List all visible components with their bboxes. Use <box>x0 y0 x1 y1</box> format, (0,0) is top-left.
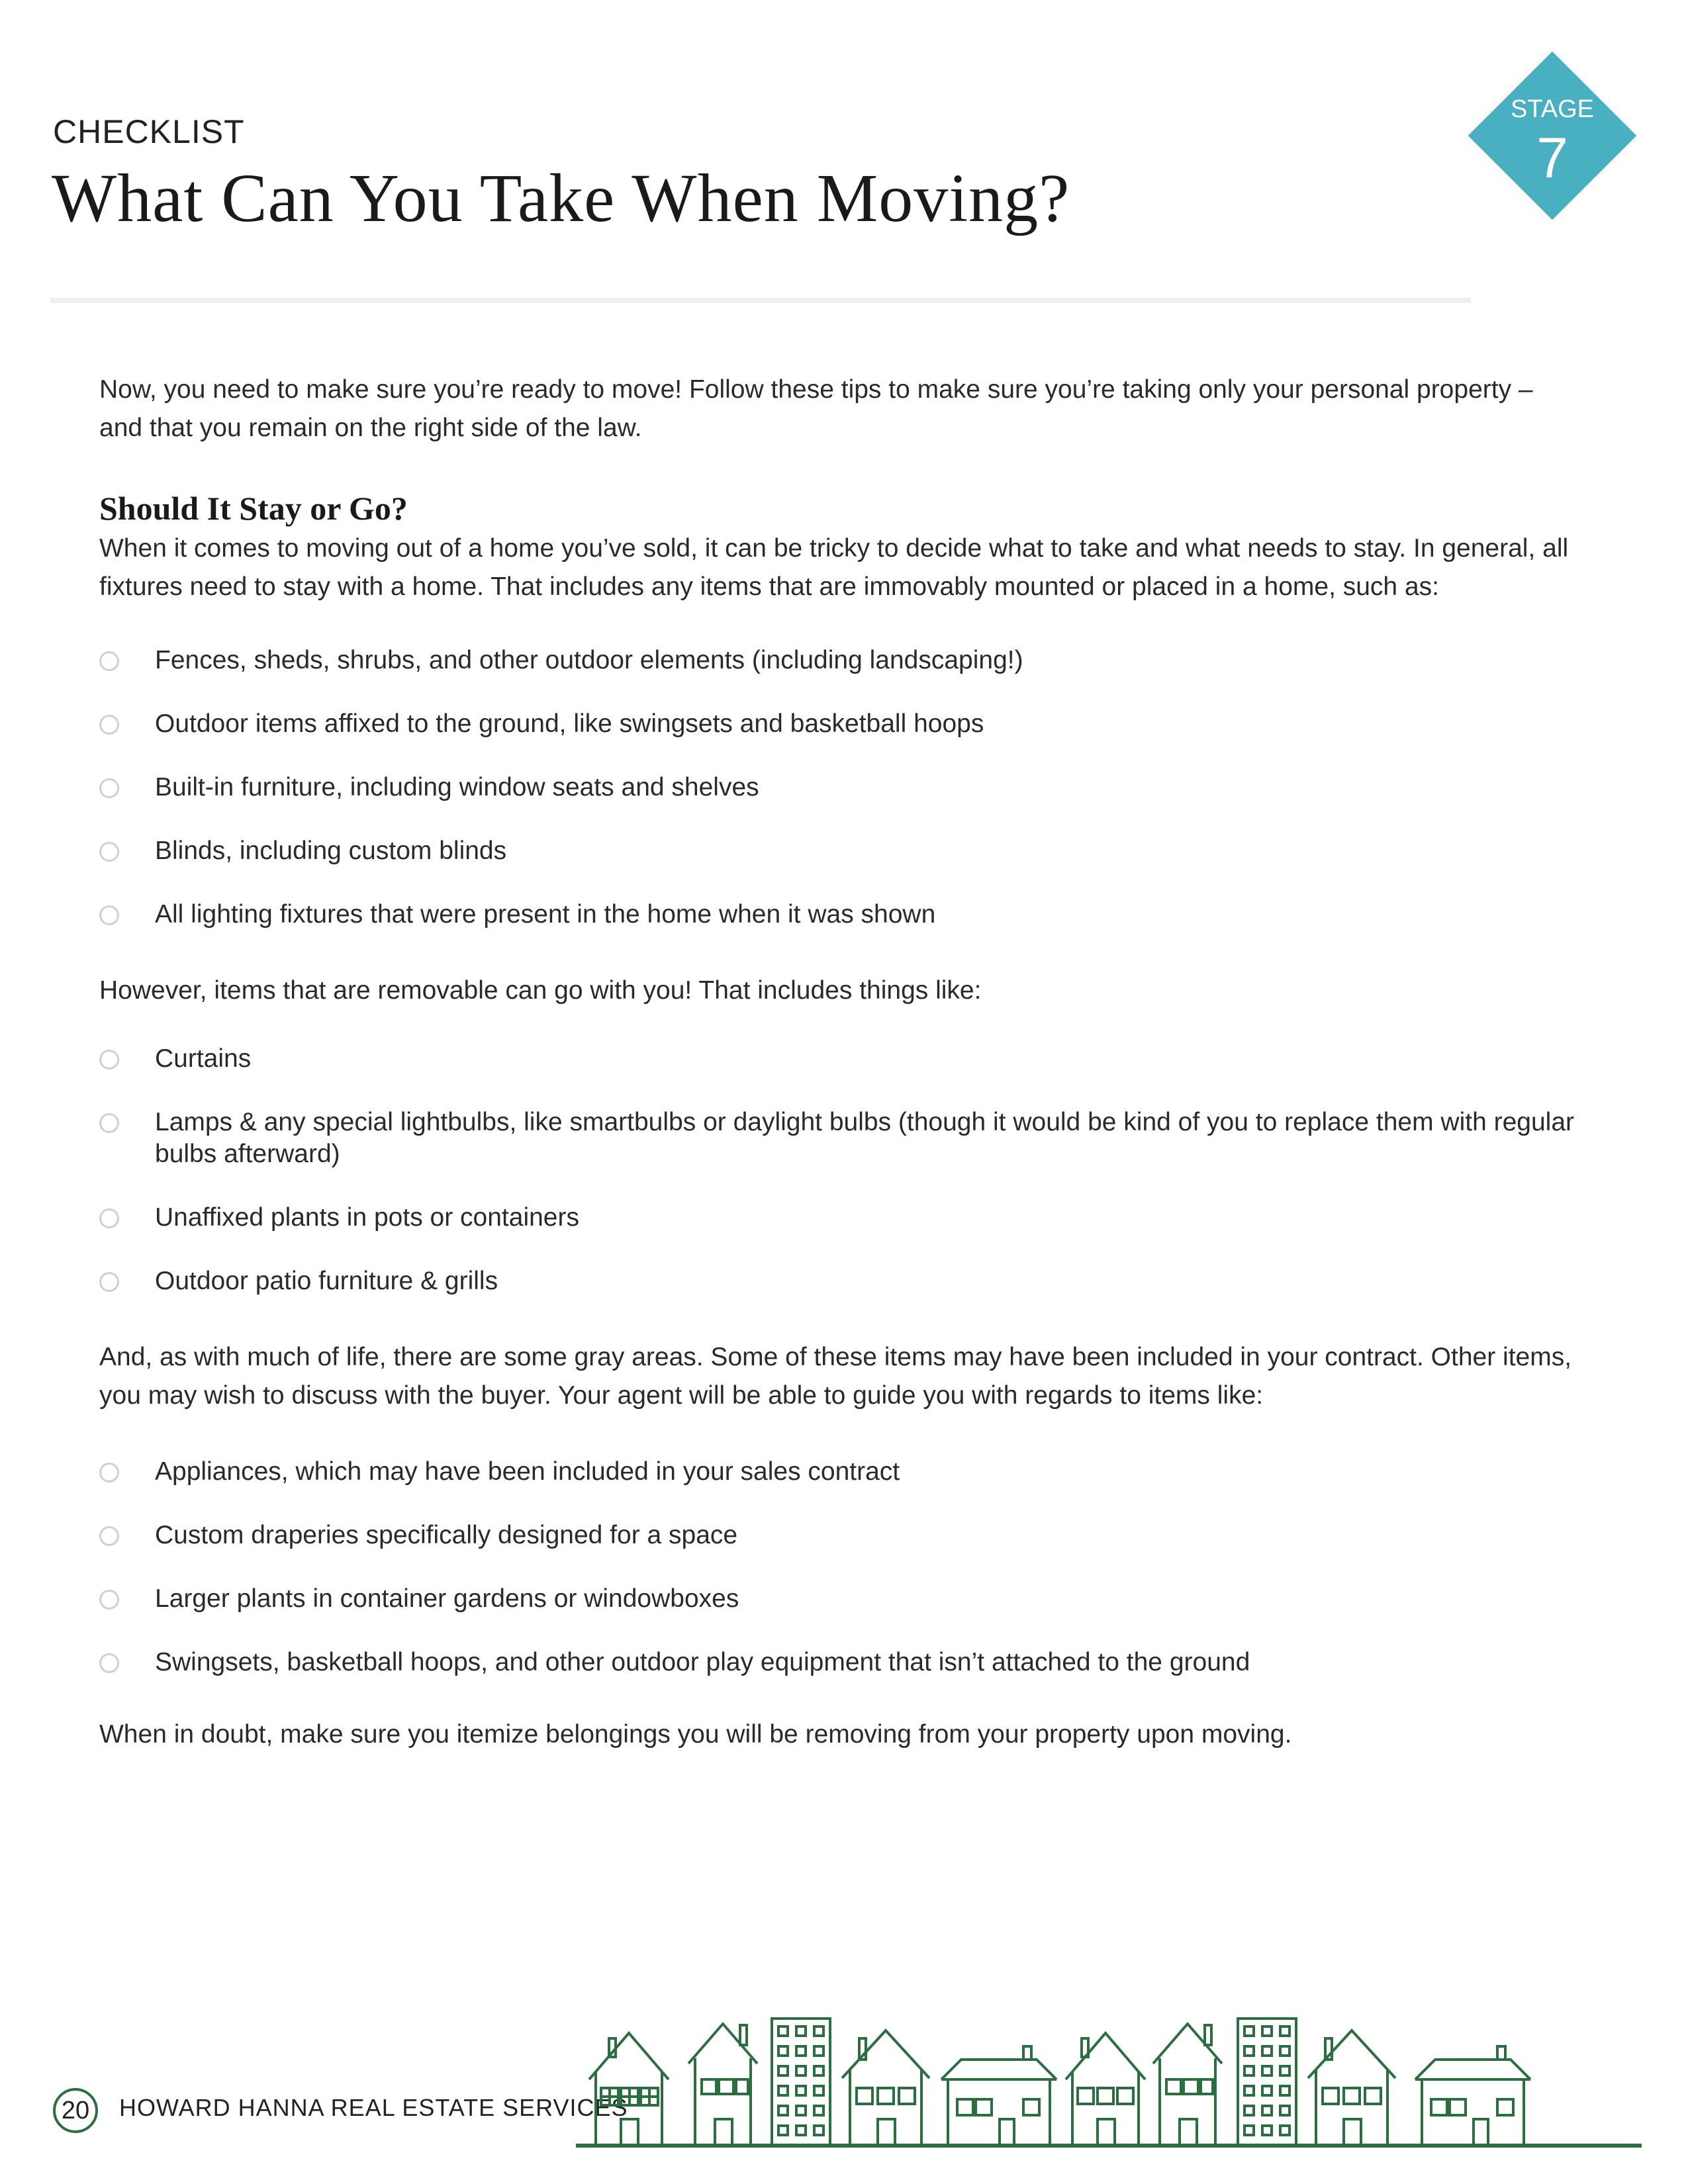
list-item-text: Appliances, which may have been included in your sales contract <box>155 1457 900 1486</box>
building-icon <box>772 2019 830 2146</box>
list-item <box>99 772 1582 803</box>
checkbox-circle-icon[interactable] <box>99 1050 119 1069</box>
list-item <box>99 835 1582 867</box>
eyebrow-label: CHECKLIST <box>53 113 245 150</box>
checkbox-circle-icon[interactable] <box>99 1526 119 1546</box>
section-intro: When it comes to moving out of a home you’ve sold, it can be tricky to decide what to take and what needs to stay. In general, all fixtures need to stay with a home. That includes any items that are immovably mounted or placed in a home, such as: <box>99 534 1569 601</box>
house-icon <box>1308 2030 1395 2146</box>
house-icon <box>1153 2024 1222 2146</box>
list-item <box>99 1456 1582 1488</box>
go-intro: However, items that are removable can go with you! That includes things like: <box>99 976 982 1005</box>
townscape-illustration <box>576 2005 1642 2151</box>
building-icon <box>1238 2019 1296 2146</box>
list-item-text: All lighting fixtures that were present in the home when it was shown <box>155 900 936 929</box>
list-item-text: Lamps & any special lightbulbs, like smartbulbs or daylight bulbs (though it would be kind of you to replace them with regular bulbs afterward) <box>155 1108 1574 1168</box>
stage-badge <box>1468 52 1636 220</box>
stage-number: 7 <box>1536 126 1568 190</box>
go-checklist <box>99 1043 1582 1297</box>
checkbox-circle-icon[interactable] <box>99 1590 119 1610</box>
list-item <box>99 1107 1582 1170</box>
house-icon <box>1066 2033 1145 2146</box>
header-divider <box>50 298 1471 303</box>
gray-intro: And, as with much of life, there are some gray areas. Some of these items may have been included in your contract. Other items, you may wish to discuss with the buyer. Your agent will be able to guide you with regards to items like: <box>99 1343 1572 1410</box>
stay-checklist <box>99 645 1582 931</box>
checkbox-circle-icon[interactable] <box>99 715 119 735</box>
checkbox-circle-icon[interactable] <box>99 1463 119 1482</box>
list-item <box>99 1583 1582 1615</box>
checkbox-circle-icon[interactable] <box>99 905 119 925</box>
list-item-text: Curtains <box>155 1044 252 1073</box>
house-icon <box>842 2030 929 2146</box>
list-item-text: Built-in furniture, including window seats and shelves <box>155 773 759 801</box>
list-item <box>99 899 1582 931</box>
closing-paragraph: When in doubt, make sure you itemize belongings you will be removing from your property upon moving. <box>99 1720 1292 1749</box>
list-item-text: Larger plants in container gardens or windowboxes <box>155 1584 739 1613</box>
list-item-text: Unaffixed plants in pots or containers <box>155 1203 579 1232</box>
main-content <box>99 371 1582 1754</box>
list-item-text: Outdoor patio furniture & grills <box>155 1267 498 1295</box>
checkbox-circle-icon[interactable] <box>99 842 119 862</box>
checkbox-circle-icon[interactable] <box>99 1653 119 1673</box>
house-icon <box>688 2024 757 2146</box>
house-icon <box>1415 2046 1530 2146</box>
list-item <box>99 645 1582 676</box>
list-item <box>99 1043 1582 1075</box>
list-item <box>99 1202 1582 1234</box>
section-heading: Should It Stay or Go? <box>99 490 408 527</box>
list-item-text: Outdoor items affixed to the ground, like swingsets and basketball hoops <box>155 709 984 738</box>
house-icon <box>589 2033 669 2146</box>
list-item <box>99 1520 1582 1551</box>
checkbox-circle-icon[interactable] <box>99 1272 119 1292</box>
checkbox-circle-icon[interactable] <box>99 651 119 671</box>
house-icon <box>941 2046 1056 2146</box>
page-number: 20 <box>53 2088 98 2133</box>
list-item <box>99 708 1582 740</box>
list-item-text: Fences, sheds, shrubs, and other outdoor elements (including landscaping!) <box>155 646 1023 674</box>
checkbox-circle-icon[interactable] <box>99 1208 119 1228</box>
gray-checklist <box>99 1456 1582 1678</box>
list-item-text: Blinds, including custom blinds <box>155 837 507 865</box>
footer-brand: HOWARD HANNA REAL ESTATE SERVICES <box>119 2094 628 2121</box>
checkbox-circle-icon[interactable] <box>99 778 119 798</box>
list-item-text: Swingsets, basketball hoops, and other outdoor play equipment that isn’t attached to the ground <box>155 1648 1250 1676</box>
page-title: What Can You Take When Moving? <box>52 160 1070 236</box>
list-item <box>99 1265 1582 1297</box>
list-item-text: Custom draperies specifically designed for a space <box>155 1521 738 1549</box>
list-item <box>99 1647 1582 1678</box>
stage-label: STAGE <box>1511 95 1594 123</box>
intro-paragraph: Now, you need to make sure you’re ready to move! Follow these tips to make sure you’re taking only your personal property – and that you remain on the right side of the law. <box>99 375 1533 442</box>
checkbox-circle-icon[interactable] <box>99 1113 119 1133</box>
